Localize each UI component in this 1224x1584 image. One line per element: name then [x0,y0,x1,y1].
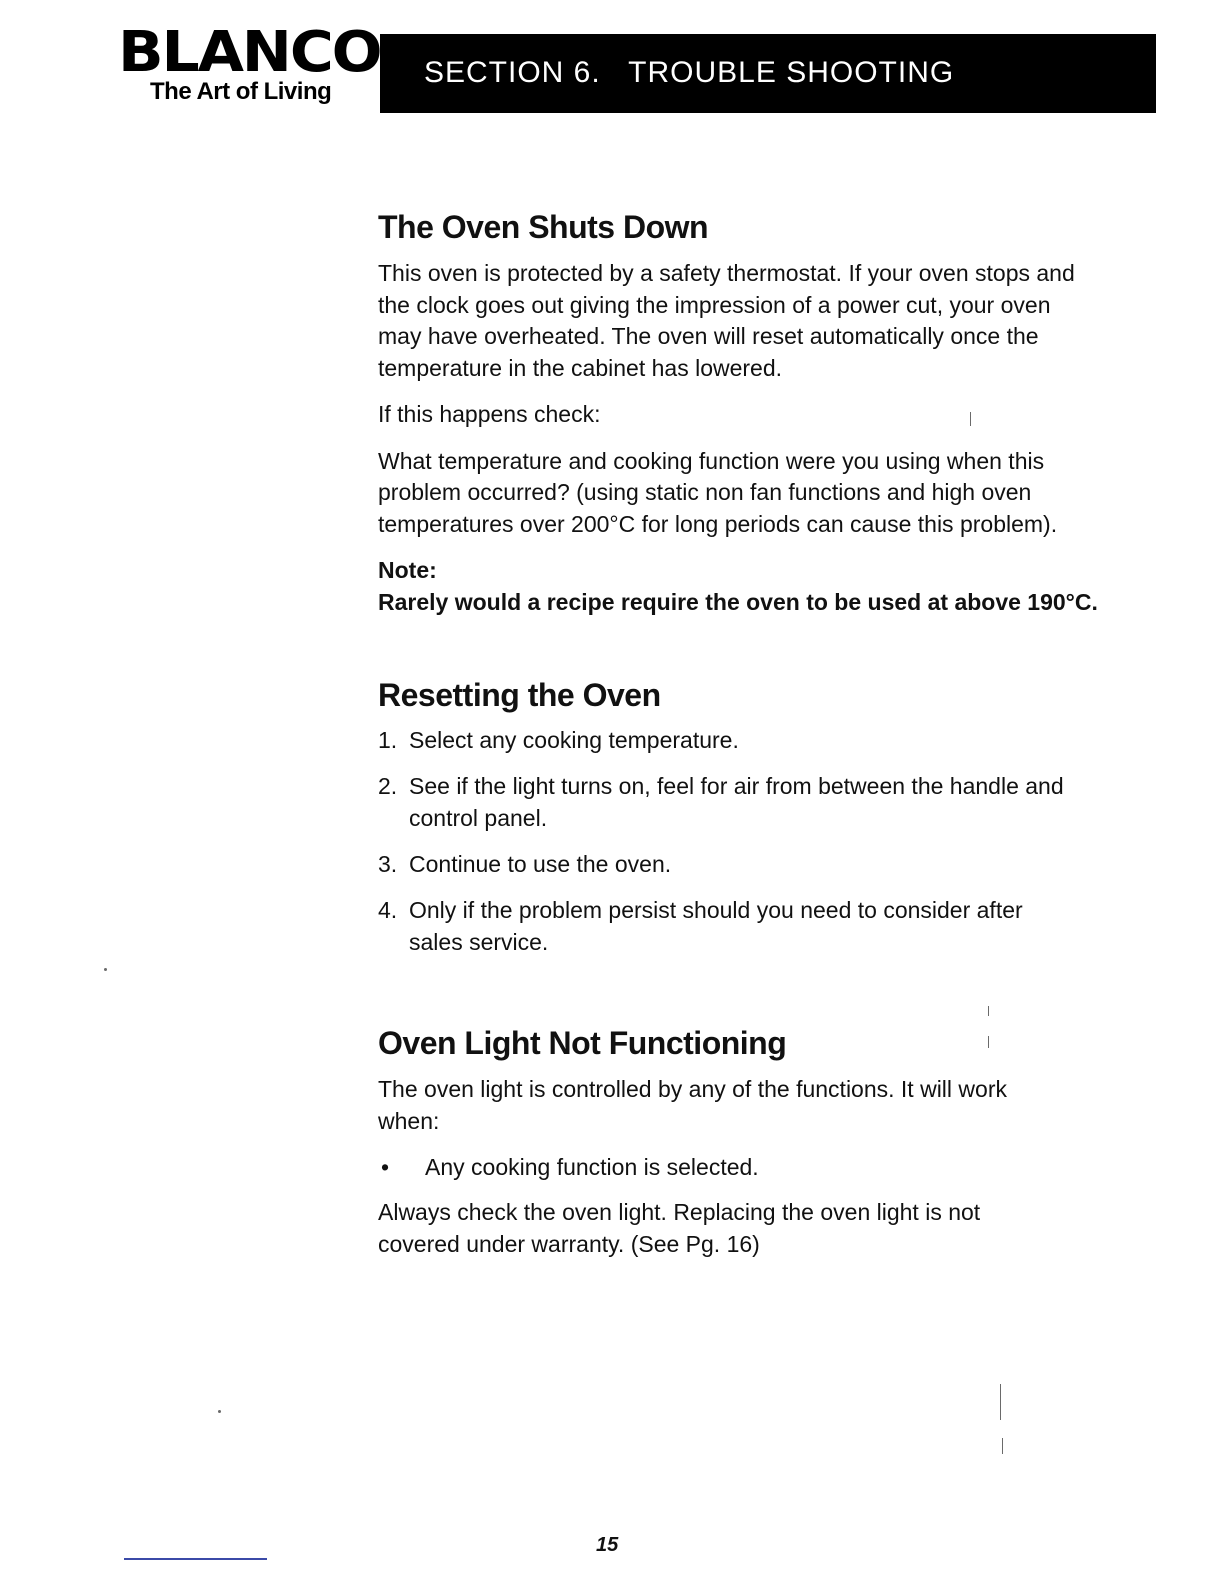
intro-paragraph: This oven is protected by a safety thermostat. If your oven stops and the clock goes out giving the impression of a power cut, your oven may have overheated. The oven will reset automatically once the temperature in the cabinet has lowered. [378,260,1075,381]
scan-speck [970,412,971,426]
list-text: Continue to use the oven. [409,851,672,877]
list-number: 4. [378,897,398,923]
list-item [378,770,1069,834]
scan-speck [988,1036,989,1048]
question-paragraph: What temperature and cooking function were you using when this problem occurred? (using static non fan functions and high oven temperatures over 200°C for long periods can cause this problem). [378,447,1058,537]
check-paragraph: If this happens check: [378,401,601,427]
light-intro-paragraph: The oven light is controlled by any of the functions. It will work when: [378,1076,1007,1134]
bullet-item [378,1151,1098,1183]
heading-resetting-oven: Resetting the Oven [378,677,661,713]
bullet-dot: • [381,1154,390,1180]
list-number: 2. [378,773,398,799]
list-number: 3. [378,851,398,877]
list-text: Only if the problem persist should you need to consider after sales service. [409,897,1023,955]
scan-speck [104,968,107,971]
note-text: Rarely would a recipe require the oven to be used at above 190°C. [378,588,1098,615]
list-number: 1. [378,727,398,753]
list-item [378,894,1069,958]
list-text: Select any cooking temperature. [409,727,739,753]
section-title: SECTION 6. TROUBLE SHOOTING [424,55,955,89]
scan-speck [218,1410,221,1413]
section-resetting-oven [378,676,1098,958]
note-label: Note: [378,557,437,583]
heading-oven-light: Oven Light Not Functioning [378,1025,787,1061]
scan-speck [1000,1384,1001,1420]
list-item [378,848,1098,880]
brand-logo [118,20,381,105]
section-oven-shuts-down [378,208,1098,618]
page-number: 15 [596,1534,619,1556]
brand-wordmark: BLANCO [118,20,381,85]
list-item [378,724,1098,756]
scan-speck [988,1006,989,1016]
heading-oven-shuts-down: The Oven Shuts Down [378,209,709,245]
section-oven-light [378,1024,1098,1260]
footer-rule [124,1558,267,1560]
section-header-bar [380,34,1156,113]
scan-speck [1002,1438,1003,1454]
list-text: See if the light turns on, feel for air from between the handle and control panel. [409,773,1064,831]
light-closing-paragraph: Always check the oven light. Replacing the oven light is not covered under warranty. (See Pg. 16) [378,1199,981,1257]
brand-tagline: The Art of Living [150,78,332,105]
bullet-text: Any cooking function is selected. [425,1154,759,1180]
